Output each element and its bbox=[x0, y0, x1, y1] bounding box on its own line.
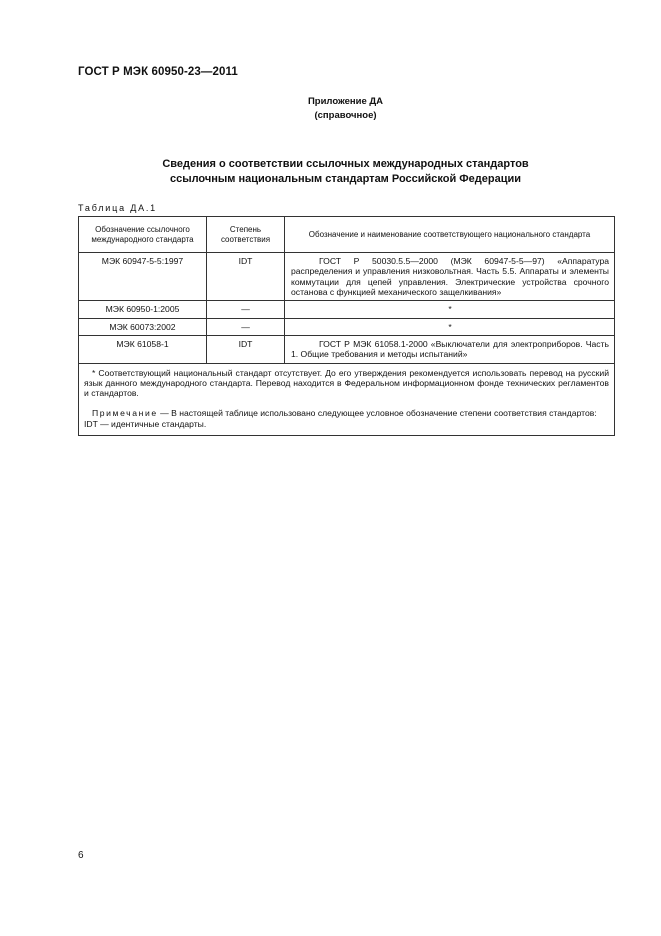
cell-intl-standard: МЭК 60950-1:2005 bbox=[79, 301, 207, 318]
table-header-row bbox=[79, 217, 615, 253]
cell-national-standard: * bbox=[285, 318, 615, 335]
header-intl-standard: Обозначение ссылочного международного стандарта bbox=[79, 217, 207, 253]
page-number: 6 bbox=[78, 850, 84, 861]
cell-intl-standard: МЭК 60073:2002 bbox=[79, 318, 207, 335]
note-label: Примечание bbox=[92, 408, 158, 419]
header-national-standard: Обозначение и наименование соответствующего национального стандарта bbox=[285, 217, 615, 253]
standards-correspondence-table bbox=[78, 216, 615, 436]
table-row bbox=[79, 318, 615, 335]
document-code-header: ГОСТ Р МЭК 60950-23—2011 bbox=[78, 66, 238, 78]
cell-national-standard: * bbox=[285, 301, 615, 318]
table-row bbox=[79, 301, 615, 318]
table-row bbox=[79, 253, 615, 301]
section-title-line2: ссылочным национальным стандартам Российской Федерации bbox=[169, 173, 522, 185]
cell-degree: IDT bbox=[207, 253, 285, 301]
table-footnote-row bbox=[79, 363, 615, 436]
note-definition: IDT — идентичные стандарты. bbox=[84, 418, 207, 429]
section-title-line1: Сведения о соответствии ссылочных международных стандартов bbox=[162, 158, 529, 170]
footnote-text: * Соответствующий национальный стандарт отсутствует. До его утверждения рекомендуется использовать перевод на русский язык данного международного стандарта. Перевод находится в Федеральном информационном фонде технических регламентов и стандартов. bbox=[84, 367, 609, 399]
cell-national-standard: ГОСТ Р МЭК 61058.1-2000 «Выключатели для электроприборов. Часть 1. Общие требования и методы испытаний» bbox=[291, 338, 609, 360]
cell-intl-standard: МЭК 60947-5-5:1997 bbox=[79, 253, 207, 301]
cell-degree: — bbox=[207, 301, 285, 318]
note-paragraph bbox=[84, 408, 609, 418]
cell-national-standard: ГОСТ Р 50030.5.5—2000 (МЭК 60947-5-5—97) «Аппаратура распределения и управления низковольтная. Часть 5.5. Аппараты и элементы коммутации для цепей управления. Электрические устройства срочного останова с функцией механического защелкивания» bbox=[291, 256, 609, 297]
table-label: Таблица ДА.1 bbox=[78, 203, 157, 213]
cell-intl-standard: МЭК 61058-1 bbox=[79, 335, 207, 363]
annex-kind: (справочное) bbox=[314, 110, 377, 121]
header-degree: Степень соответствия bbox=[207, 217, 285, 253]
cell-degree: — bbox=[207, 318, 285, 335]
cell-degree: IDT bbox=[207, 335, 285, 363]
note-text: — В настоящей таблице использовано следующее условное обозначение степени соответствия стандартов: bbox=[157, 408, 597, 419]
cell-national-standard-wrap bbox=[285, 253, 615, 301]
cell-national-standard-wrap bbox=[285, 335, 615, 363]
table-footnote-cell bbox=[79, 363, 615, 436]
table-row bbox=[79, 335, 615, 363]
annex-title: Приложение ДА bbox=[307, 96, 384, 107]
